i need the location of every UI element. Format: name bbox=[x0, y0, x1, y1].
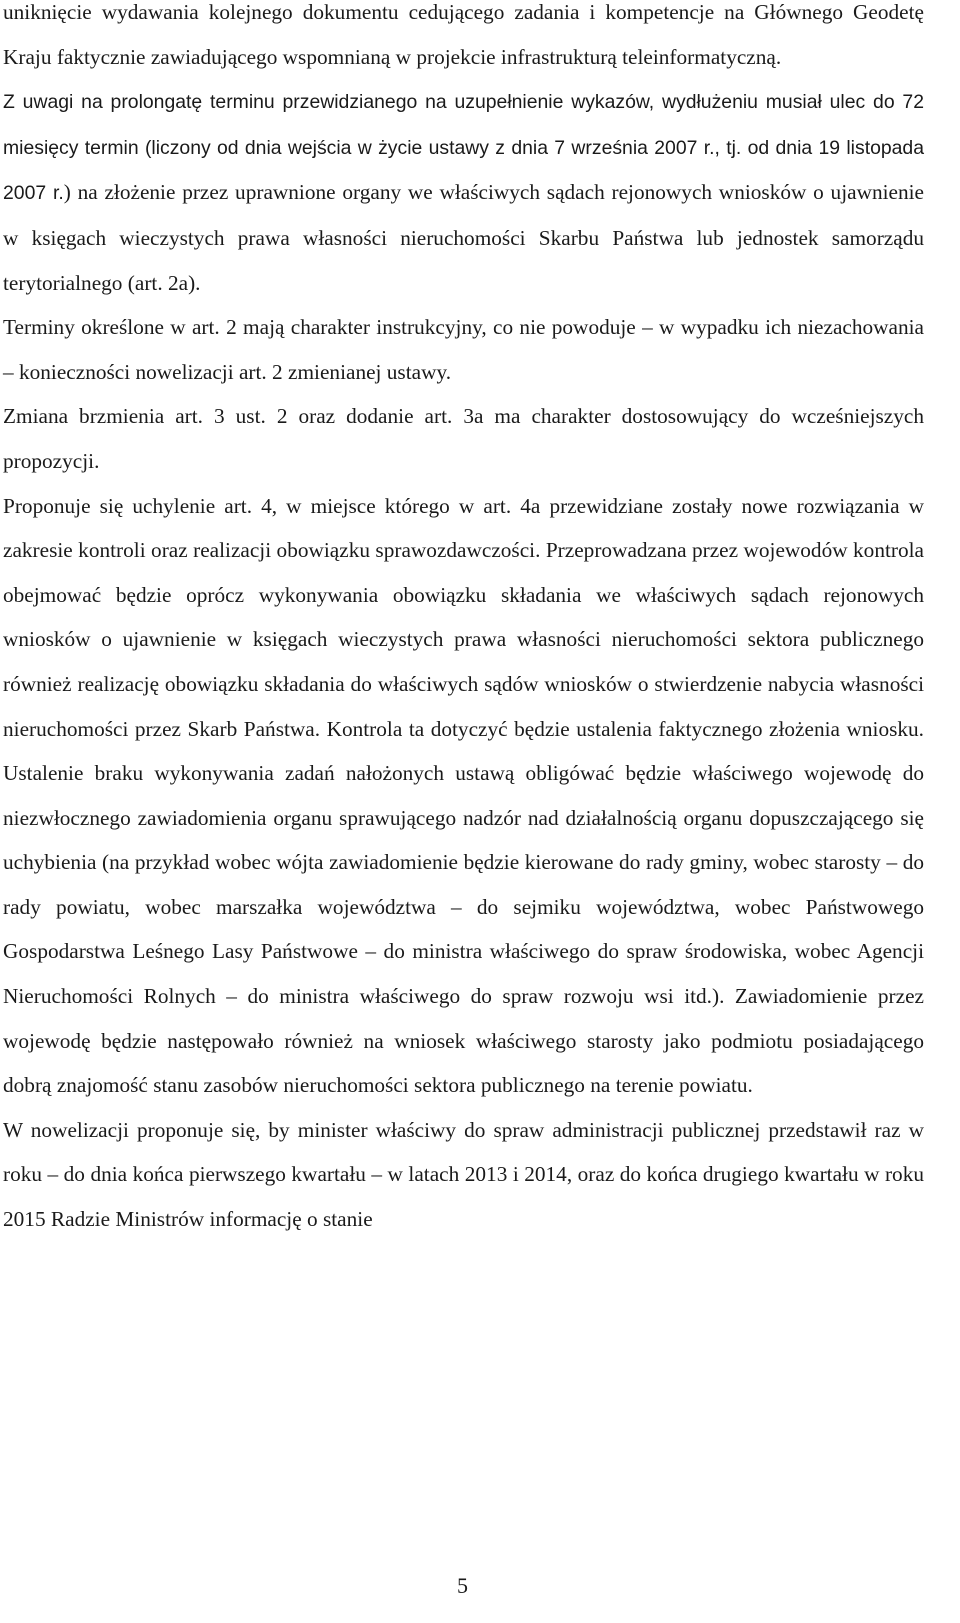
paragraph-6: W nowelizacji proponuje się, by minister właściwy do spraw administracji publicznej przedstawił raz w roku – do dnia końca pierwszego kwartału – w latach 2013 i 2014, oraz do końca drugiego kwartału w roku 2015 Radzie Ministrów informację o stanie bbox=[3, 1117, 924, 1232]
document-body bbox=[3, 0, 924, 1242]
page-number: 5 bbox=[457, 1573, 468, 1598]
paragraph-5: Proponuje się uchylenie art. 4, w miejsce którego w art. 4a przewidziane zostały nowe rozwiązania w zakresie kontroli oraz realizacji obowiązku sprawozdawczości. Przeprowadzana przez wojewodów kontrola obejmować będzie oprócz wykonywania obowiązku składania we właściwych sądach rejonowych wniosków o ujawnienie w księgach wieczystych prawa własności nieruchomości sektora publicznego również realizację obowiązku składania do właściwych sądów wniosków o stwierdzenie nabycia własności nieruchomości przez Skarb Państwa. Kontrola ta dotyczyć będzie ustalenia faktycznego złożenia wniosku. Ustalenie braku wykonywania zadań nałożonych ustawą obligówać będzie właściwego wojewodę do niezwłocznego zawiadomienia organu sprawującego nadzór nad działalnością organu dopuszczającego się uchybienia (na przykład wobec wójta zawiadomienie będzie kierowane do rady gminy, wobec starosty – do rady powiatu, wobec marszałka województwa – do sejmiku województwa, wobec Państwowego Gospodarstwa Leśnego Lasy Państwowe – do ministra właściwego do spraw środowiska, wobec Agencji Nieruchomości Rolnych – do ministra właściwego do spraw rozwoju wsi itd.). Zawiadomienie przez wojewodę będzie następowało również na wniosek właściwego starosty jako podmiotu posiadającego dobrą znajomość stanu zasobów nieruchomości sektora publicznego na terenie powiatu. bbox=[3, 493, 924, 1098]
paragraph-3: Terminy określone w art. 2 mają charakter instrukcyjny, co nie powoduje – w wypadku ich niezachowania – konieczności nowelizacji art. 2 zmienianej ustawy. bbox=[3, 315, 924, 384]
paragraph-4: Zmiana brzmienia art. 3 ust. 2 oraz dodanie art. 3a ma charakter dostosowujący do wcześniejszych propozycji. bbox=[3, 404, 924, 473]
paragraph-2 bbox=[3, 79, 924, 305]
paragraph-1: uniknięcie wydawania kolejnego dokumentu cedującego zadania i kompetencje na Głównego Geodetę Kraju faktycznie zawiadującego wspomnianą w projekcie infrastrukturą teleinformatyczną. bbox=[3, 0, 924, 69]
paragraph-2-part-a: Z uwagi na prolongatę terminu przewidzianego na uzupełnienie wykazów, wydłużeniu musiał ulec do 72 miesięcy termin (liczony od dnia wejścia w życie ustawy z dnia 7 września 2007 r., tj. od dnia 19 listopada 2007 r. bbox=[3, 91, 924, 205]
paragraph-2-part-b: ) na złożenie przez uprawnione organy we właściwych sądach rejonowych wniosków o ujawnienie w księgach wieczystych prawa własności nieruchomości Skarbu Państwa lub jednostek samorządu terytorialnego (art. 2a). bbox=[3, 180, 924, 295]
